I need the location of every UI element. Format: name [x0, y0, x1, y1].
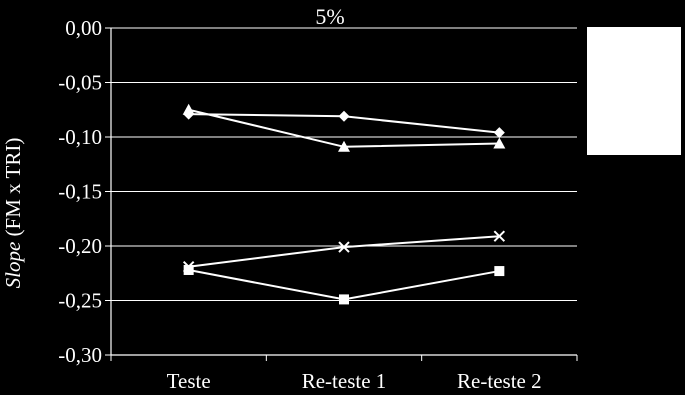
y-axis-label — [1, 138, 25, 289]
y-tick-label: -0,20 — [58, 234, 102, 258]
y-tick-label: -0,30 — [58, 343, 102, 367]
y-tick-label: 0,00 — [65, 16, 102, 40]
data-point-diamond — [494, 127, 505, 138]
x-tick-labels — [167, 369, 542, 393]
y-axis-label-rest: (FM x TRI) — [1, 137, 25, 242]
x-tick-label: Re-teste 2 — [457, 369, 542, 393]
y-tick-label: -0,15 — [58, 179, 102, 204]
gridlines — [111, 28, 577, 301]
data-point-triangle — [183, 104, 195, 115]
series-line-cross — [189, 236, 500, 267]
x-tick-label: Teste — [166, 369, 211, 393]
x-tick-label: Re-teste 1 — [301, 369, 387, 393]
series-markers — [183, 104, 506, 305]
data-point-square — [494, 266, 504, 276]
y-tick-label: -0,05 — [58, 70, 102, 95]
y-tick-label: -0,10 — [58, 125, 102, 149]
y-tick-labels — [58, 16, 102, 367]
data-point-diamond — [339, 111, 350, 122]
series-lines — [189, 110, 500, 300]
y-tick-label: -0,25 — [58, 288, 102, 313]
data-point-square — [184, 265, 194, 275]
legend — [587, 27, 681, 155]
data-point-square — [339, 294, 349, 304]
y-axis-label-italic: Slope — [1, 241, 25, 289]
chart-title: 5% — [315, 4, 345, 29]
axes — [105, 28, 577, 361]
